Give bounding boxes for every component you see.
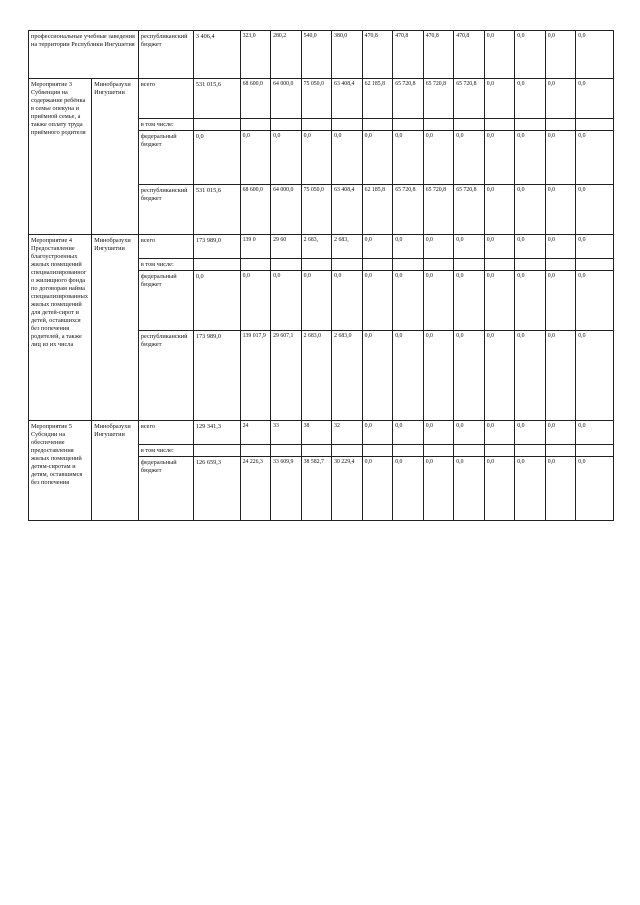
funding-source-cell: федеральный бюджет [138,271,193,331]
year-value-cell: 0,0 [393,457,424,521]
year-value-cell [515,259,546,271]
total-cell [193,445,240,457]
year-value-cell: 29 60 [271,235,302,259]
year-value-cell: 0,0 [576,421,614,445]
year-value-cell: 0,0 [454,457,485,521]
year-value-cell: 0,0 [423,131,454,185]
year-value-cell: 0,0 [545,421,576,445]
total-cell: 173 989,0 [193,235,240,259]
budget-document-page [28,30,614,848]
year-value-cell: 0,0 [393,131,424,185]
year-value-cell: 65 720,8 [423,185,454,235]
year-value-cell [393,259,424,271]
year-value-cell: 75 050,0 [301,185,332,235]
year-value-cell: 0,0 [454,235,485,259]
year-value-cell: 0,0 [393,271,424,331]
year-value-cell: 0,0 [545,131,576,185]
year-value-cell: 470,8 [393,31,424,79]
year-value-cell: 0,0 [515,421,546,445]
funding-source-cell: республиканский бюджет [138,331,193,421]
year-value-cell [362,119,393,131]
year-value-cell: 139 0 [240,235,271,259]
year-value-cell: 0,0 [545,185,576,235]
total-cell [193,259,240,271]
year-value-cell: 30 229,4 [332,457,363,521]
year-value-cell: 0,0 [515,457,546,521]
year-value-cell: 0,0 [545,331,576,421]
year-value-cell: 0,0 [362,131,393,185]
year-value-cell: 0,0 [362,235,393,259]
year-value-cell: 0,0 [240,271,271,331]
budget-table-body [29,31,614,521]
year-value-cell: 0,0 [576,271,614,331]
total-cell: 531 015,6 [193,185,240,235]
total-cell: 126 659,3 [193,457,240,521]
year-value-cell: 0,0 [576,185,614,235]
year-value-cell: 63 408,4 [332,79,363,119]
year-value-cell [576,119,614,131]
year-value-cell: 0,0 [515,271,546,331]
year-value-cell: 0,0 [301,271,332,331]
year-value-cell: 0,0 [454,331,485,421]
year-value-cell: 0,0 [484,457,515,521]
measure-name-cell: Мероприятие 5 Субсидии на обеспечение предоставления жилых помещений детям-сиротам и детям, оставшимся без попечения [29,421,92,521]
year-value-cell: 0,0 [545,271,576,331]
year-value-cell: 0,0 [515,331,546,421]
year-value-cell: 33 609,9 [271,457,302,521]
year-value-cell [423,445,454,457]
year-value-cell [454,119,485,131]
year-value-cell [301,445,332,457]
year-value-cell: 0,0 [423,421,454,445]
year-value-cell: 470,8 [423,31,454,79]
year-value-cell: 33 [271,421,302,445]
year-value-cell: 0,0 [545,79,576,119]
year-value-cell: 0,0 [271,131,302,185]
year-value-cell: 470,8 [454,31,485,79]
table-row [29,31,614,79]
total-cell [193,119,240,131]
year-value-cell: 0,0 [423,457,454,521]
page-bottom-margin [28,798,614,848]
year-value-cell [301,259,332,271]
funding-source-cell: федеральный бюджет [138,457,193,521]
year-value-cell: 65 720,8 [393,79,424,119]
year-value-cell [423,259,454,271]
year-value-cell: 470,8 [362,31,393,79]
year-value-cell: 65 720,8 [423,79,454,119]
measure-name-cell: профессиональные учебные заведения на территории Республики Ингушетия [29,31,139,79]
year-value-cell: 0,0 [423,331,454,421]
table-row [29,421,614,445]
year-value-cell: 0,0 [515,131,546,185]
year-value-cell: 0,0 [545,31,576,79]
year-value-cell: 0,0 [576,31,614,79]
funding-source-cell: всего [138,421,193,445]
year-value-cell: 0,0 [301,131,332,185]
year-value-cell: 38 [301,421,332,445]
year-value-cell: 0,0 [240,131,271,185]
year-value-cell: 29 607,1 [271,331,302,421]
funding-source-cell: в том числе: [138,119,193,131]
funding-source-cell: в том числе: [138,445,193,457]
funding-source-cell: в том числе: [138,259,193,271]
year-value-cell: 68 600,0 [240,79,271,119]
year-value-cell: 2 683,0 [301,331,332,421]
year-value-cell: 65 720,8 [393,185,424,235]
executor-cell: Минобразухи Ингушетии [92,79,139,235]
year-value-cell [454,259,485,271]
year-value-cell: 0,0 [393,331,424,421]
year-value-cell [454,445,485,457]
year-value-cell [240,259,271,271]
year-value-cell: 0,0 [576,131,614,185]
year-value-cell [576,445,614,457]
year-value-cell: 0,0 [484,185,515,235]
year-value-cell: 38 582,7 [301,457,332,521]
year-value-cell [484,259,515,271]
year-value-cell: 68 600,0 [240,185,271,235]
year-value-cell: 0,0 [484,235,515,259]
year-value-cell [362,259,393,271]
year-value-cell: 63 408,4 [332,185,363,235]
year-value-cell: 380,0 [332,31,363,79]
year-value-cell [332,259,363,271]
year-value-cell: 0,0 [271,271,302,331]
year-value-cell: 0,0 [484,331,515,421]
year-value-cell: 0,0 [545,457,576,521]
year-value-cell: 24 226,3 [240,457,271,521]
year-value-cell: 0,0 [332,271,363,331]
year-value-cell: 0,0 [515,235,546,259]
budget-table [28,30,614,521]
year-value-cell [393,445,424,457]
year-value-cell: 0,0 [332,131,363,185]
year-value-cell: 0,0 [484,271,515,331]
year-value-cell: 2 683, [301,235,332,259]
year-value-cell [362,445,393,457]
total-cell: 173 989,0 [193,331,240,421]
year-value-cell: 2 683, [332,235,363,259]
year-value-cell: 0,0 [484,79,515,119]
year-value-cell: 323,0 [240,31,271,79]
total-cell: 0,0 [193,131,240,185]
year-value-cell: 0,0 [515,79,546,119]
funding-source-cell: республиканский бюджет [138,31,193,79]
total-cell: 129 341,3 [193,421,240,445]
measure-name-cell: Мероприятие 4 Предоставление благоустроенных жилых помещений специализированного жилищного фонда по договорам найма специализированных жилых помещений для детей-сирот и детей, оставшихся без попечения родителей, а также лиц из их числа [29,235,92,421]
year-value-cell: 540,0 [301,31,332,79]
year-value-cell: 75 050,0 [301,79,332,119]
year-value-cell [515,445,546,457]
year-value-cell: 65 720,8 [454,79,485,119]
year-value-cell: 0,0 [423,271,454,331]
year-value-cell: 62 185,8 [362,185,393,235]
year-value-cell [240,445,271,457]
year-value-cell: 64 000,0 [271,79,302,119]
total-cell: 0,0 [193,271,240,331]
year-value-cell: 0,0 [454,421,485,445]
year-value-cell: 32 [332,421,363,445]
year-value-cell: 0,0 [484,421,515,445]
year-value-cell: 2 683,0 [332,331,363,421]
year-value-cell: 24 [240,421,271,445]
year-value-cell [271,445,302,457]
year-value-cell: 0,0 [423,235,454,259]
funding-source-cell: федеральный бюджет [138,131,193,185]
year-value-cell [484,119,515,131]
year-value-cell [515,119,546,131]
table-row [29,79,614,119]
year-value-cell: 0,0 [393,235,424,259]
year-value-cell: 0,0 [545,235,576,259]
year-value-cell [240,119,271,131]
year-value-cell [393,119,424,131]
year-value-cell: 0,0 [362,271,393,331]
funding-source-cell: всего [138,235,193,259]
total-cell: 531 015,6 [193,79,240,119]
year-value-cell: 62 185,8 [362,79,393,119]
year-value-cell [484,445,515,457]
year-value-cell [423,119,454,131]
year-value-cell: 0,0 [484,31,515,79]
executor-cell: Минобразухи Ингушетии [92,421,139,521]
year-value-cell [332,119,363,131]
year-value-cell: 139 017,9 [240,331,271,421]
executor-cell: Минобразухи Ингушетии [92,235,139,421]
year-value-cell: 65 720,8 [454,185,485,235]
year-value-cell: 64 000,0 [271,185,302,235]
year-value-cell: 0,0 [362,457,393,521]
measure-name-cell: Мероприятие 3 Субвенция на содержание ребёнка в семье опекуна и приёмной семье, а также оплату труда приёмного родителя [29,79,92,235]
total-cell: 3 406,4 [193,31,240,79]
funding-source-cell: республиканский бюджет [138,185,193,235]
year-value-cell: 0,0 [576,457,614,521]
table-row [29,235,614,259]
year-value-cell [332,445,363,457]
year-value-cell: 0,0 [576,331,614,421]
year-value-cell: 0,0 [576,235,614,259]
year-value-cell [545,259,576,271]
year-value-cell [271,259,302,271]
year-value-cell: 280,2 [271,31,302,79]
year-value-cell: 0,0 [454,131,485,185]
year-value-cell: 0,0 [576,79,614,119]
year-value-cell: 0,0 [515,185,546,235]
year-value-cell: 0,0 [362,331,393,421]
year-value-cell: 0,0 [484,131,515,185]
funding-source-cell: всего [138,79,193,119]
year-value-cell [545,119,576,131]
year-value-cell [545,445,576,457]
year-value-cell: 0,0 [393,421,424,445]
year-value-cell: 0,0 [454,271,485,331]
year-value-cell [271,119,302,131]
year-value-cell [576,259,614,271]
year-value-cell: 0,0 [362,421,393,445]
year-value-cell: 0,0 [515,31,546,79]
year-value-cell [301,119,332,131]
